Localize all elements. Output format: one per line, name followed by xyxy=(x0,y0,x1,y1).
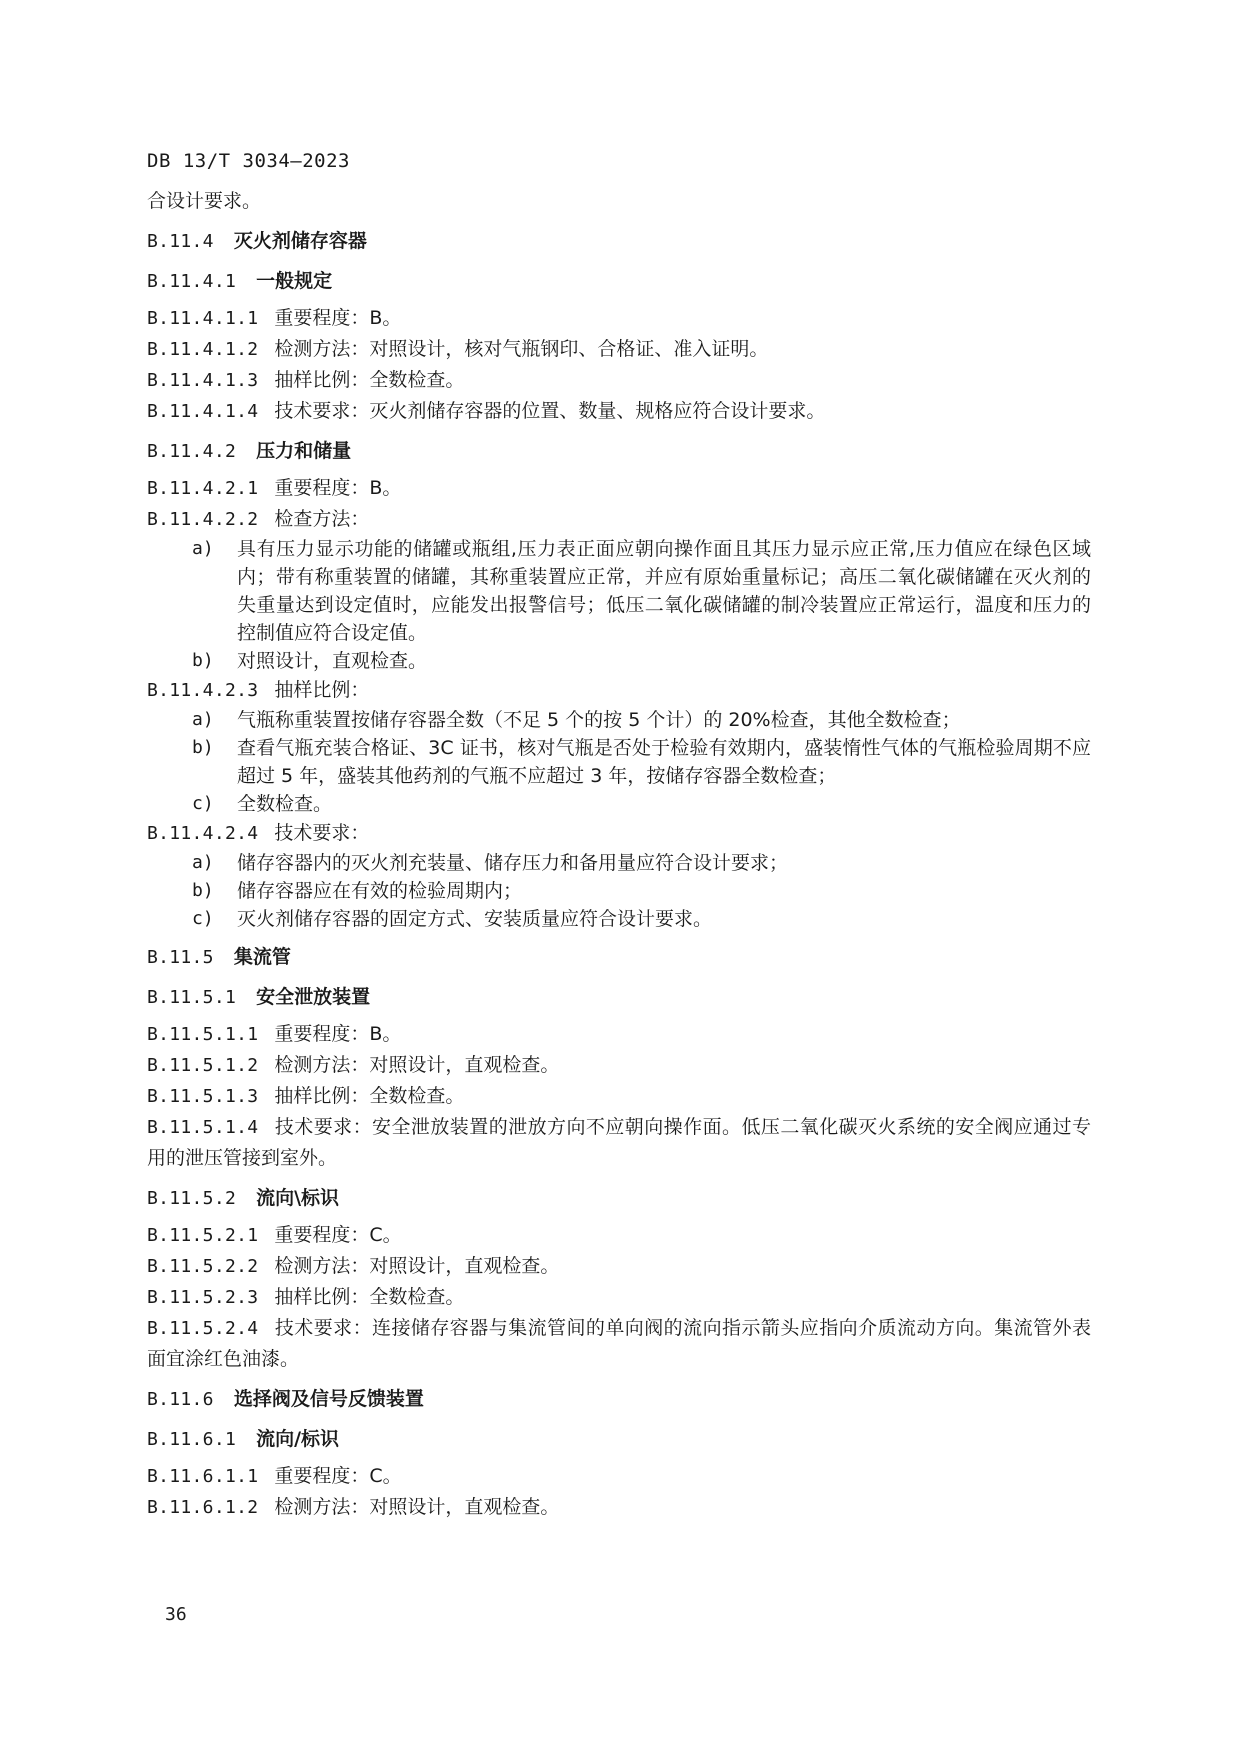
clause-text: 检查方法： xyxy=(274,508,370,530)
subsection-heading xyxy=(147,1424,1091,1455)
subsection-heading xyxy=(147,266,1091,297)
clause-text: 重要程度：B。 xyxy=(274,477,402,499)
section-title: 灭火剂储存容器 xyxy=(233,230,367,252)
section-number: B.11.5 xyxy=(147,947,214,968)
clause-text: 重要程度：B。 xyxy=(274,307,402,329)
clause xyxy=(147,818,1091,849)
clause-number: B.11.6.1.2 xyxy=(147,1497,259,1518)
clause-number: B.11.5.2.3 xyxy=(147,1287,259,1308)
clause-number: B.11.4.1.4 xyxy=(147,401,259,422)
clause xyxy=(147,1019,1091,1050)
section-number: B.11.4 xyxy=(147,231,214,252)
list-marker: b) xyxy=(192,737,214,758)
clause-text: 技术要求：灭火剂储存容器的位置、数量、规格应符合设计要求。 xyxy=(274,400,826,422)
subsection-heading xyxy=(147,1183,1091,1214)
clause-number: B.11.4.1.1 xyxy=(147,308,259,329)
list-marker: a) xyxy=(192,852,214,873)
list-item xyxy=(147,647,1091,675)
clause-text: 技术要求： xyxy=(274,822,370,844)
section-title: 安全泄放装置 xyxy=(256,986,371,1008)
clause-number: B.11.4.1.3 xyxy=(147,370,259,391)
list-item-text: 全数检查。 xyxy=(237,793,333,815)
clause xyxy=(147,504,1091,535)
clause xyxy=(147,334,1091,365)
clause-number: B.11.4.2.2 xyxy=(147,509,259,530)
list-item-text: 储存容器内的灭火剂充装量、储存压力和备用量应符合设计要求； xyxy=(237,852,789,874)
clause-number: B.11.5.2.1 xyxy=(147,1225,259,1246)
list-item-text: 灭火剂储存容器的固定方式、安装质量应符合设计要求。 xyxy=(237,908,713,930)
clause-text: 检测方法：对照设计，直观检查。 xyxy=(274,1054,560,1076)
section-title: 流向/标识 xyxy=(256,1428,340,1450)
clause-number: B.11.5.1.3 xyxy=(147,1086,259,1107)
list-item xyxy=(147,877,1091,905)
section-number: B.11.4.2 xyxy=(147,441,237,462)
section-number: B.11.5.2 xyxy=(147,1188,237,1209)
list-marker: b) xyxy=(192,880,214,901)
clause-text: 重要程度：B。 xyxy=(274,1023,402,1045)
clause-text: 抽样比例：全数检查。 xyxy=(274,369,465,391)
list-marker: a) xyxy=(192,709,214,730)
clause xyxy=(147,1251,1091,1282)
list-item xyxy=(147,905,1091,933)
clause-text: 抽样比例： xyxy=(274,679,370,701)
clause-number: B.11.5.1.1 xyxy=(147,1024,259,1045)
clause-text: 重要程度：C。 xyxy=(274,1224,402,1246)
clause-text: 检测方法：对照设计，核对气瓶钢印、合格证、准入证明。 xyxy=(274,338,769,360)
clause-number: B.11.5.1.4 xyxy=(147,1117,259,1138)
list-item xyxy=(147,706,1091,734)
clause-text: 技术要求：安全泄放装置的泄放方向不应朝向操作面。低压二氧化碳灭火系统的安全阀应通过专用的泄压管接到室外。 xyxy=(147,1116,1091,1169)
subsection-heading xyxy=(147,982,1091,1013)
clause-number: B.11.5.1.2 xyxy=(147,1055,259,1076)
section-title: 压力和储量 xyxy=(256,440,352,462)
clause-text: 抽样比例：全数检查。 xyxy=(274,1085,465,1107)
section-title: 一般规定 xyxy=(256,270,333,292)
section-number: B.11.6 xyxy=(147,1389,214,1410)
list-marker: b) xyxy=(192,650,214,671)
list-item-text: 气瓶称重装置按储存容器全数（不足 5 个的按 5 个计）的 20%检查，其他全数检查； xyxy=(237,709,961,731)
page-number: 36 xyxy=(165,1604,187,1625)
clause-number: B.11.4.1.2 xyxy=(147,339,259,360)
clause-number: B.11.5.2.2 xyxy=(147,1256,259,1277)
section-heading xyxy=(147,942,1091,973)
section-number: B.11.4.1 xyxy=(147,271,237,292)
clause xyxy=(147,1492,1091,1523)
clause xyxy=(147,1282,1091,1313)
clause-text: 技术要求：连接储存容器与集流管间的单向阀的流向指示箭头应指向介质流动方向。集流管外表面宜涂红色油漆。 xyxy=(147,1317,1091,1370)
subsection-heading xyxy=(147,436,1091,467)
clause xyxy=(147,1220,1091,1251)
list-item xyxy=(147,535,1091,647)
section-title: 选择阀及信号反馈装置 xyxy=(233,1388,424,1410)
clause xyxy=(147,396,1091,427)
clause xyxy=(147,473,1091,504)
clause-number: B.11.5.2.4 xyxy=(147,1318,259,1339)
list-marker: c) xyxy=(192,793,214,814)
list-item xyxy=(147,734,1091,790)
list-item-text: 具有压力显示功能的储罐或瓶组,压力表正面应朝向操作面且其压力显示应正常,压力值应在绿色区域内；带有称重装置的储罐，其称重装置应正常，并应有原始重量标记；高压二氧化碳储罐在灭火剂的失重量达到设定值时，应能发出报警信号；低压二氧化碳储罐的制冷装置应正常运行，温度和压力的控制值应符合设定值。 xyxy=(237,538,1091,644)
clause xyxy=(147,1461,1091,1492)
clause-text: 重要程度：C。 xyxy=(274,1465,402,1487)
clause-number: B.11.4.2.4 xyxy=(147,823,259,844)
clause-number: B.11.6.1.1 xyxy=(147,1466,259,1487)
list-item-text: 储存容器应在有效的检验周期内； xyxy=(237,880,523,902)
page-body xyxy=(147,186,1091,1523)
list-marker: a) xyxy=(192,538,214,559)
clause xyxy=(147,1081,1091,1112)
document-code: DB 13/T 3034—2023 xyxy=(147,150,350,172)
clause xyxy=(147,365,1091,396)
clause-number: B.11.4.2.3 xyxy=(147,680,259,701)
clause xyxy=(147,675,1091,706)
clause xyxy=(147,1313,1091,1375)
section-number: B.11.5.1 xyxy=(147,987,237,1008)
clause-text: 检测方法：对照设计，直观检查。 xyxy=(274,1255,560,1277)
clause xyxy=(147,1112,1091,1174)
list-item xyxy=(147,849,1091,877)
section-number: B.11.6.1 xyxy=(147,1429,237,1450)
clause-number: B.11.4.2.1 xyxy=(147,478,259,499)
section-title: 流向\标识 xyxy=(256,1187,340,1209)
section-heading xyxy=(147,1384,1091,1415)
list-item xyxy=(147,790,1091,818)
clause xyxy=(147,1050,1091,1081)
list-item-text: 对照设计，直观检查。 xyxy=(237,650,428,672)
clause-text: 检测方法：对照设计，直观检查。 xyxy=(274,1496,560,1518)
clause-text: 抽样比例：全数检查。 xyxy=(274,1286,465,1308)
continuation-line: 合设计要求。 xyxy=(147,190,262,212)
section-title: 集流管 xyxy=(233,946,291,968)
section-heading xyxy=(147,226,1091,257)
clause xyxy=(147,303,1091,334)
list-item-text: 查看气瓶充装合格证、3C 证书，核对气瓶是否处于检验有效期内，盛装惰性气体的气瓶检验周期不应超过 5 年，盛装其他药剂的气瓶不应超过 3 年，按储存容器全数检查； xyxy=(237,737,1091,787)
list-marker: c) xyxy=(192,908,214,929)
